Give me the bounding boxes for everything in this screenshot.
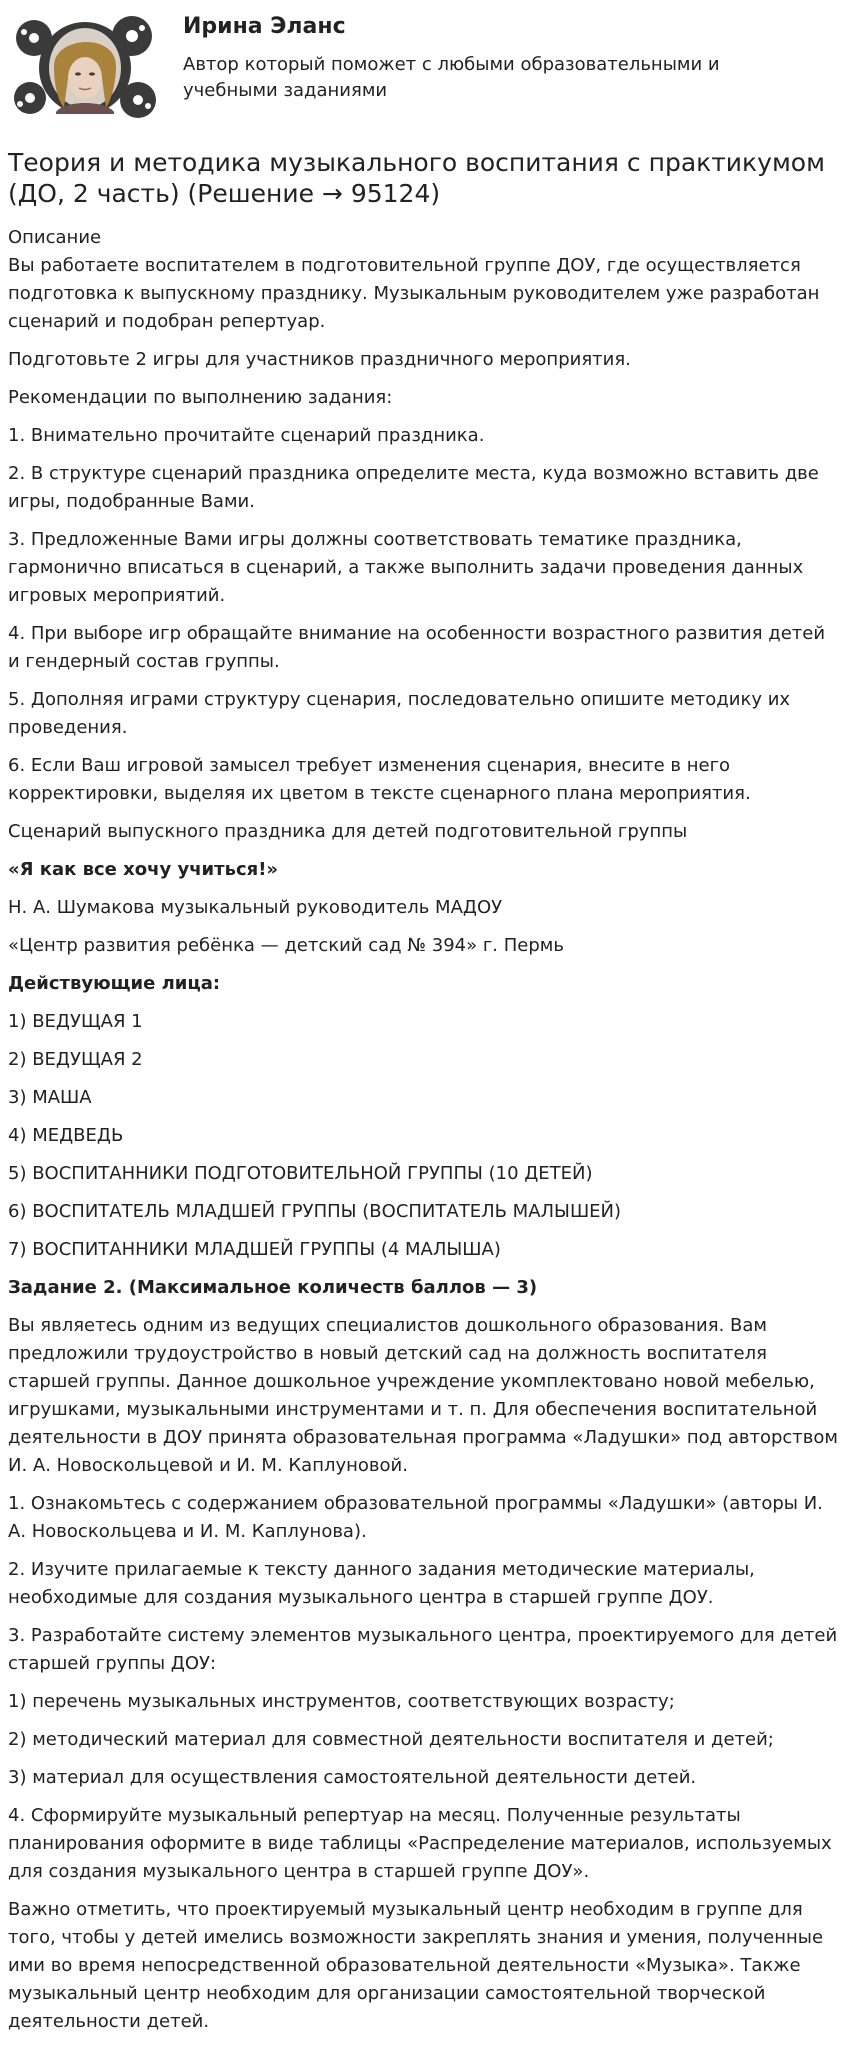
paragraph: 4) МЕДВЕДЬ: [8, 1125, 124, 1146]
avatar-image: [10, 8, 160, 128]
paragraph: 6. Если Ваш игровой замысел требует изменения сценария, внесите в него корректировки, выделяя их цветом в тексте сценарного плана мероприятия.: [8, 755, 751, 804]
paragraph: 2) ВЕДУЩАЯ 2: [8, 1049, 143, 1070]
paragraph: Вы работаете воспитателем в подготовительной группе ДОУ, где осуществляется подготовка к выпускному празднику. Музыкальным руководителем уже разработан сценарий и подобран репертуар.: [8, 255, 820, 332]
paragraph: 7) ВОСПИТАННИКИ МЛАДШЕЙ ГРУППЫ (4 МАЛЫША): [8, 1239, 501, 1260]
author-description: Автор который поможет с любыми образовательными и учебными заданиями: [183, 54, 720, 101]
paragraph: Сценарий выпускного праздника для детей подготовительной группы: [8, 821, 688, 842]
paragraph: 1. Внимательно прочитайте сценарий праздника.: [8, 425, 485, 446]
paragraph: Задание 2. (Максимальное количеств баллов — 3): [8, 1277, 538, 1298]
paragraph: 2) методический материал для совместной деятельности воспитателя и детей;: [8, 1729, 774, 1750]
page-title: Теория и методика музыкального воспитания с практикумом (ДО, 2 часть) (Решение → 95124): [8, 148, 825, 208]
paragraph: 1) ВЕДУЩАЯ 1: [8, 1011, 143, 1032]
paragraph: Действующие лица:: [8, 973, 221, 994]
author-name[interactable]: Ирина Эланс: [183, 14, 346, 39]
author-info: [183, 8, 783, 104]
paragraph: 2. В структуре сценарий праздника определите места, куда возможно вставить две игры, подобранные Вами.: [8, 463, 819, 512]
paragraph: Рекомендации по выполнению задания:: [8, 387, 393, 408]
paragraph: 1. Ознакомьтесь с содержанием образовательной программы «Ладушки» (авторы И. А. Новоскольцева и И. М. Каплунова).: [8, 1493, 823, 1542]
author-header: [8, 0, 839, 134]
paragraph: 6) ВОСПИТАТЕЛЬ МЛАДШЕЙ ГРУППЫ (ВОСПИТАТЕЛЬ МАЛЫШЕЙ): [8, 1201, 622, 1222]
paragraph: Вы являетесь одним из ведущих специалистов дошкольного образования. Вам предложили трудоустройство в новый детский сад на должность воспитателя старшей группы. Данное дошкольное учреждение укомплектовано новой мебелью, игрушками, музыкальными инструментами и т. п. Для обеспечения воспитательной деятельности в ДОУ принята образовательная программа «Ладушки» под авторством И. А. Новоскольцевой и И. М. Каплуновой.: [8, 1315, 838, 1476]
paragraph: Н. А. Шумакова музыкальный руководитель МАДОУ: [8, 897, 503, 918]
section-label-description: Описание: [8, 227, 102, 248]
paragraph: Важно отметить, что проектируемый музыкальный центр необходим в группе для того, чтобы у детей имелись возможности закреплять знания и умения, полученные ими во время непосредственной образовательной деятельности «Музыка». Также музыкальный центр необходим для организации самостоятельной творческой деятельности детей.: [8, 1899, 824, 2032]
paragraph: 1) перечень музыкальных инструментов, соответствующих возрасту;: [8, 1691, 675, 1712]
paragraph: 5. Дополняя играми структуру сценария, последовательно опишите методику их проведения.: [8, 689, 791, 738]
paragraph: 4. При выборе игр обращайте внимание на особенности возрастного развития детей и гендерный состав группы.: [8, 623, 826, 672]
paragraph: 2. Изучите прилагаемые к тексту данного задания методические материалы, необходимые для создания музыкального центра в старшей группе ДОУ.: [8, 1559, 755, 1608]
author-avatar[interactable]: [10, 8, 160, 128]
paragraph: «Я как все хочу учиться!»: [8, 859, 279, 880]
paragraph: Подготовьте 2 игры для участников праздничного мероприятия.: [8, 349, 631, 370]
description-body: [8, 252, 839, 2036]
paragraph: 5) ВОСПИТАННИКИ ПОДГОТОВИТЕЛЬНОЙ ГРУППЫ (10 ДЕТЕЙ): [8, 1163, 593, 1184]
paragraph: 3. Разработайте систему элементов музыкального центра, проектируемого для детей старшей группы ДОУ:: [8, 1625, 838, 1674]
paragraph: «Центр развития ребёнка — детский сад № 394» г. Пермь: [8, 935, 564, 956]
paragraph: 3. Предложенные Вами игры должны соответствовать тематике праздника, гармонично вписаться в сценарий, а также выполнить задачи проведения данных игровых мероприятий.: [8, 529, 804, 606]
paragraph: 3) МАША: [8, 1087, 92, 1108]
paragraph: 3) материал для осуществления самостоятельной деятельности детей.: [8, 1767, 697, 1788]
paragraph: 4. Сформируйте музыкальный репертуар на месяц. Полученные результаты планирования оформите в виде таблицы «Распределение материалов, используемых для создания музыкального центра в старшей группе ДОУ».: [8, 1805, 832, 1882]
